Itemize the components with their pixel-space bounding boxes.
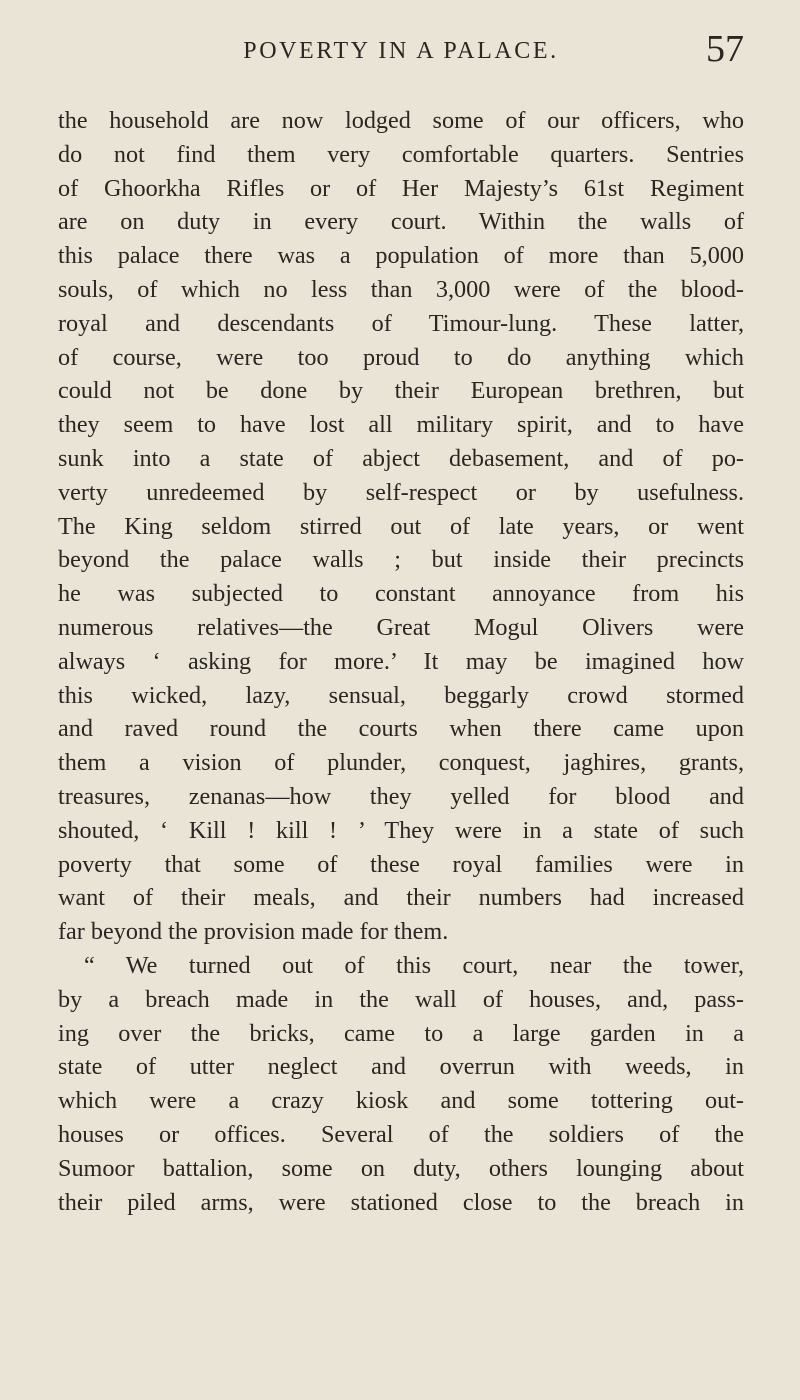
text-line: shouted, ‘ Kill ! kill ! ’ They were in a state of such [58,816,744,844]
text-line: treasures, zenanas—how they yelled for blood and [58,782,744,810]
text-line: state of utter neglect and overrun with weeds, in [58,1053,744,1081]
text-line: “ We turned out of this court, near the tower, [84,951,744,979]
text-line: could not be done by their European brethren, but [58,377,744,405]
text-line: Sumoor battalion, some on duty, others lounging about [58,1154,744,1182]
text-line: do not find them very comfortable quarters. Sentries [58,140,744,168]
text-line: ing over the bricks, came to a large garden in a [58,1019,744,1047]
text-line: they seem to have lost all military spirit, and to have [58,411,744,439]
text-line: he was subjected to constant annoyance from his [58,580,744,608]
text-line: of course, were too proud to do anything which [58,343,744,371]
text-line: this wicked, lazy, sensual, beggarly crowd stormed [58,681,744,709]
text-line: want of their meals, and their numbers had increased [58,884,744,912]
text-line: houses or offices. Several of the soldiers of the [58,1120,744,1148]
text-line: sunk into a state of abject debasement, and of po- [58,444,744,472]
text-line: are on duty in every court. Within the walls of [58,208,744,236]
text-line: souls, of which no less than 3,000 were of the blood- [58,275,744,303]
text-line: their piled arms, were stationed close to the breach in [58,1188,744,1216]
text-line: them a vision of plunder, conquest, jaghires, grants, [58,749,744,777]
text-line: the household are now lodged some of our officers, who [58,107,744,134]
text-line: far beyond the provision made for them. [58,918,449,946]
text-line: royal and descendants of Timour-lung. These latter, [58,309,744,337]
text-line: always ‘ asking for more.’ It may be imagined how [58,647,744,675]
running-title: POVERTY IN A PALACE. [243,38,559,64]
text-line: of Ghoorkha Rifles or of Her Majesty’s 61st Regiment [58,174,744,202]
text-line: this palace there was a population of more than 5,000 [58,242,744,270]
text-line: poverty that some of these royal families were in [58,850,744,878]
text-line: by a breach made in the wall of houses, and, pass- [58,985,744,1013]
text-line: and raved round the courts when there came upon [58,715,744,743]
running-head [58,30,744,74]
text-line: verty unredeemed by self-respect or by usefulness. [58,478,744,506]
text-line: numerous relatives—the Great Mogul Olivers were [58,613,744,641]
text-line: beyond the palace walls ; but inside their precincts [58,546,744,574]
text-line: which were a crazy kiosk and some tottering out- [58,1087,744,1115]
text-line: The King seldom stirred out of late years, or went [58,512,744,540]
page-number: 57 [706,28,744,70]
body-text [58,104,744,1219]
